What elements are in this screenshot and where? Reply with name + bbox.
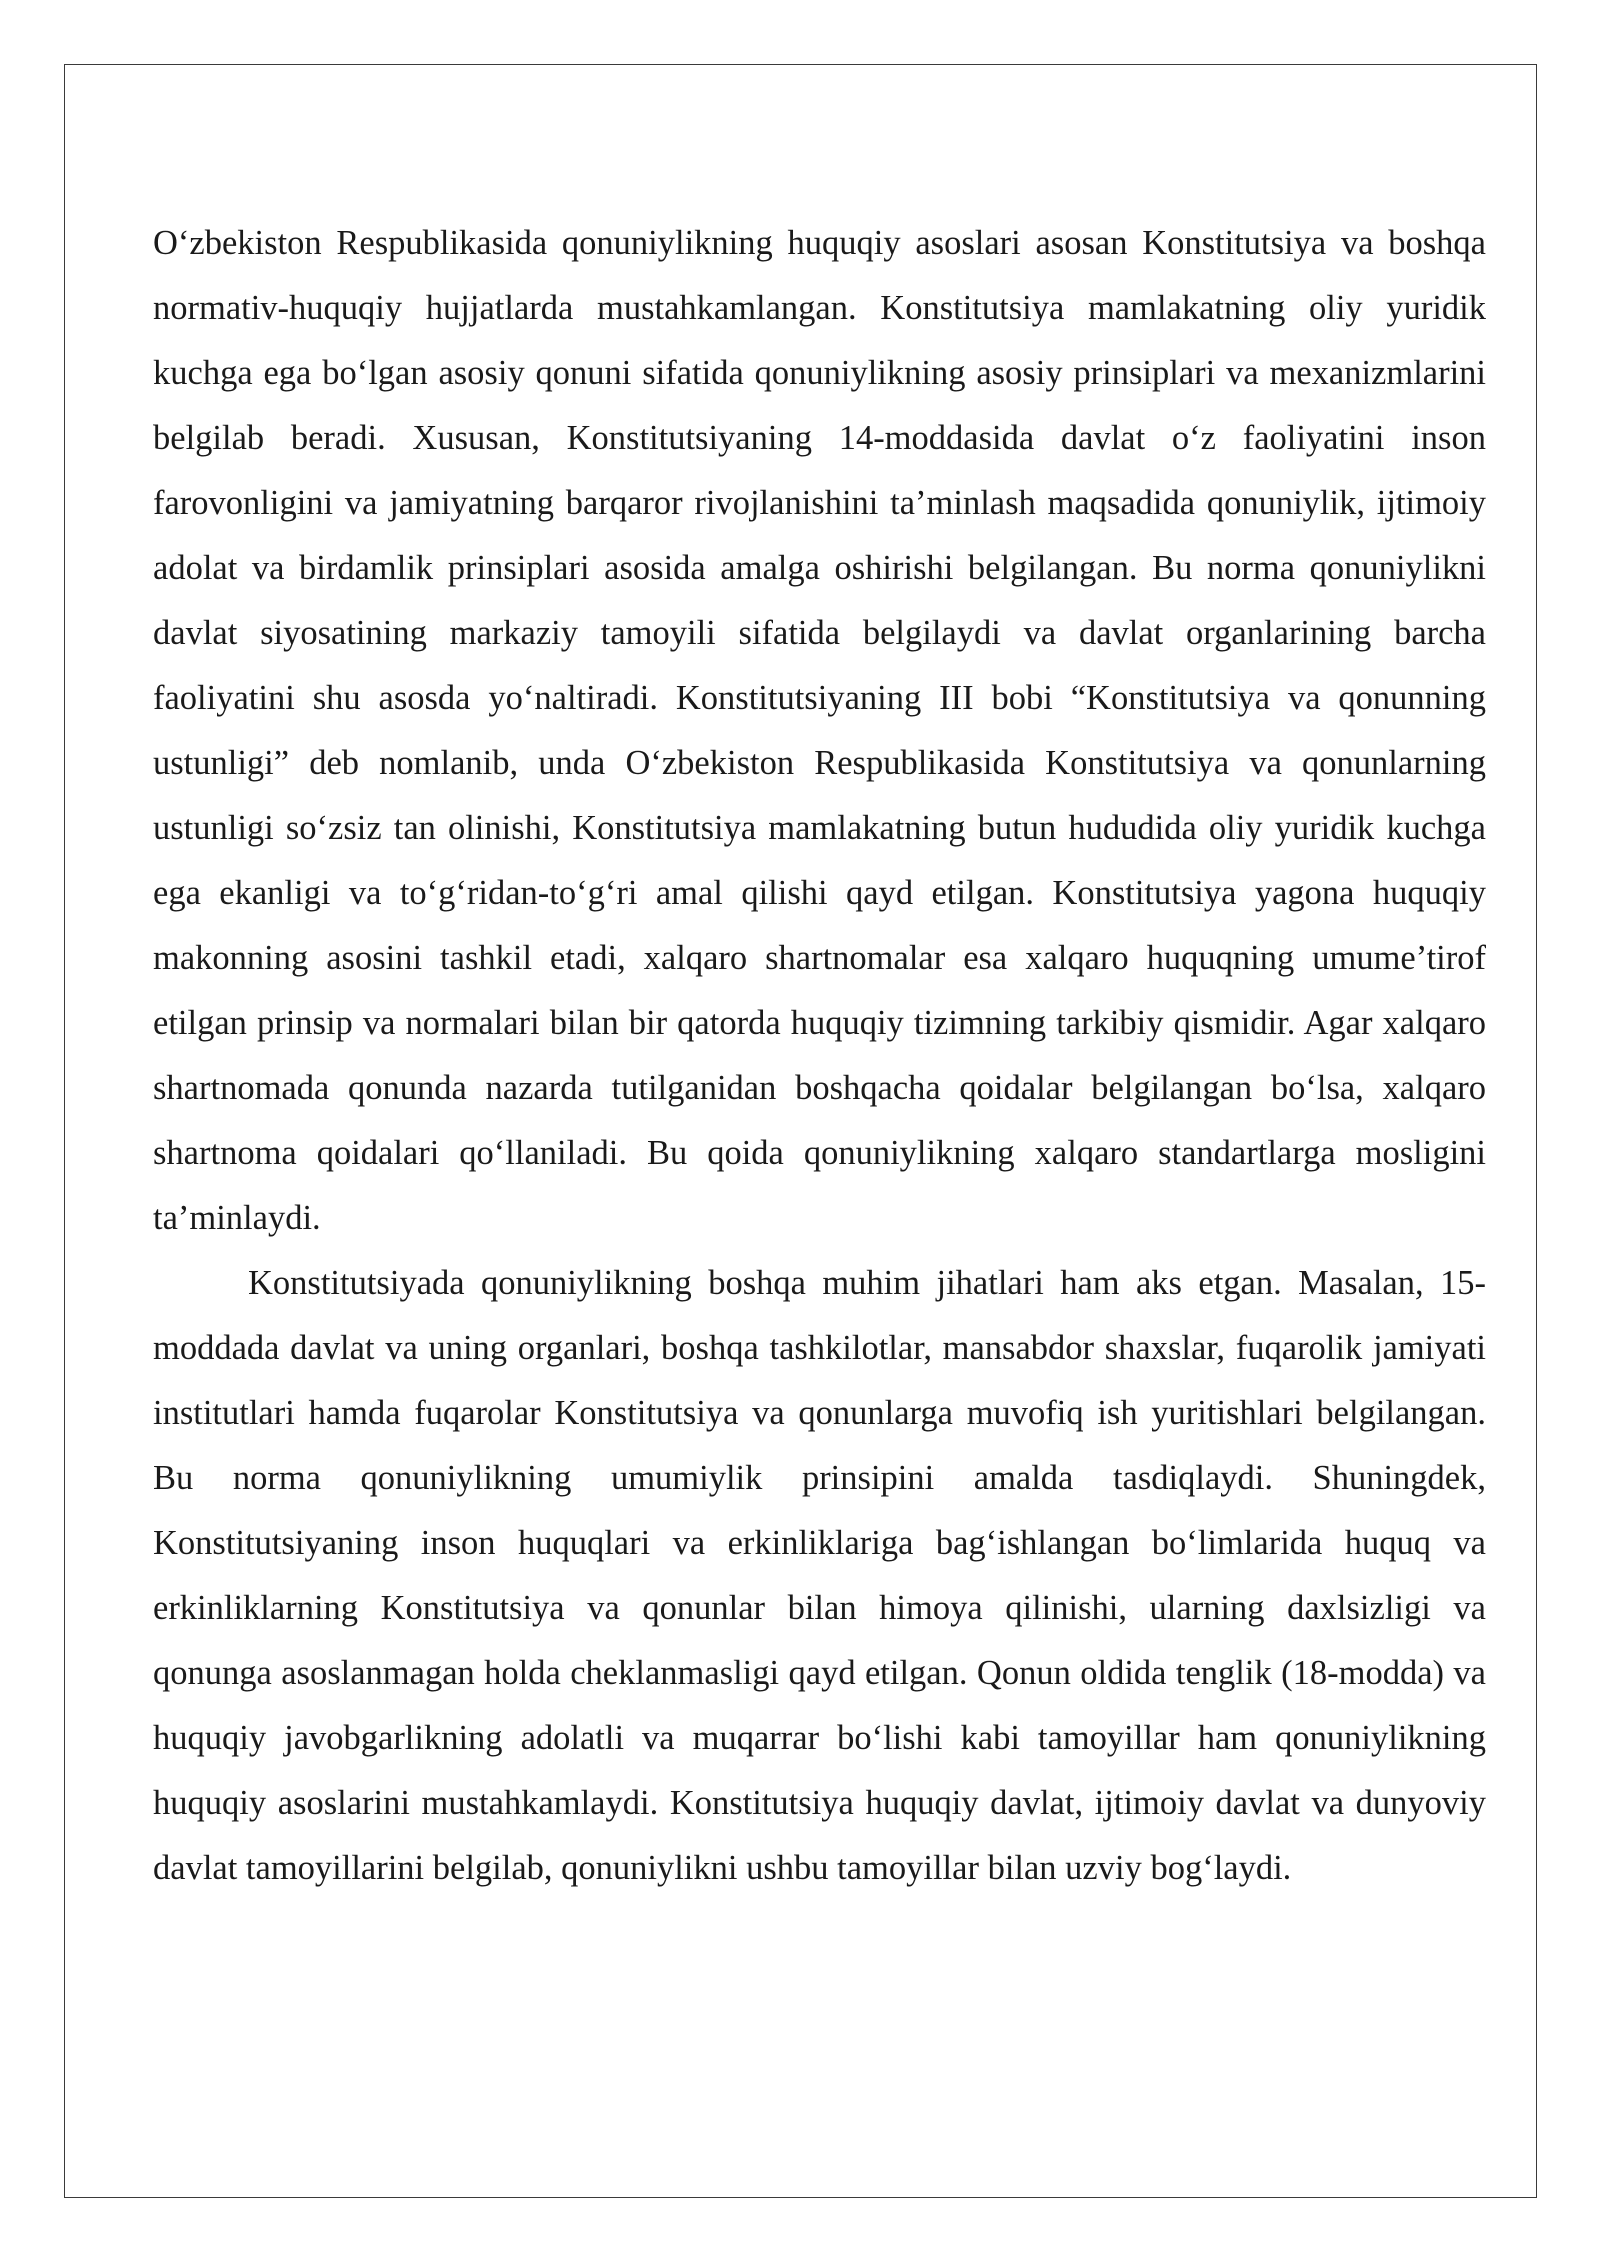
paragraph-2: Konstitutsiyada qonuniylikning boshqa muhim jihatlari ham aks etgan. Masalan, 15-moddada davlat va uning organlari, boshqa tashkilotlar, mansabdor shaxslar, fuqarolik jamiyati institutlari hamda fuqarolar Konstitutsiya va qonunlarga muvofiq ish yuritishlari belgilangan. Bu norma qonuniylikning umumiylik prinsipini amalda tasdiqlaydi. Shuningdek, Konstitutsiyaning inson huquqlari va erkinliklariga bag‘ishlangan bo‘limlarida huquq va erkinliklarning Konstitutsiya va qonunlar bilan himoya qilinishi, ularning daxlsizligi va qonunga asoslanmagan holda cheklanmasligi qayd etilgan. Qonun oldida tenglik (18-modda) va huquqiy javobgarlikning adolatli va muqarrar bo‘lishi kabi tamoyillar ham qonuniylikning huquqiy asoslarini mustahkamlaydi. Konstitutsiya huquqiy davlat, ijtimoiy davlat va dunyoviy davlat tamoyillarini belgilab, qonuniylikni ushbu tamoyillar bilan uzviy bog‘laydi. xyxy=(153,1264,1486,1887)
document-body xyxy=(153,211,1486,1901)
paragraph-1: O‘zbekiston Respublikasida qonuniylikning huquqiy asoslari asosan Konstitutsiya va boshqa normativ-huquqiy hujjatlarda mustahkamlangan. Konstitutsiya mamlakatning oliy yuridik kuchga ega bo‘lgan asosiy qonuni sifatida qonuniylikning asosiy prinsiplari va mexanizmlarini belgilab beradi. Xususan, Konstitutsiyaning 14-moddasida davlat o‘z faoliyatini inson farovonligini va jamiyatning barqaror rivojlanishini ta’minlash maqsadida qonuniylik, ijtimoiy adolat va birdamlik prinsiplari asosida amalga oshirishi belgilangan. Bu norma qonuniylikni davlat siyosatining markaziy tamoyili sifatida belgilaydi va davlat organlarining barcha faoliyatini shu asosda yo‘naltiradi. Konstitutsiyaning III bobi “Konstitutsiya va qonunning ustunligi” deb nomlanib, unda O‘zbekiston Respublikasida Konstitutsiya va qonunlarning ustunligi so‘zsiz tan olinishi, Konstitutsiya mamlakatning butun hududida oliy yuridik kuchga ega ekanligi va to‘g‘ridan-to‘g‘ri amal qilishi qayd etilgan. Konstitutsiya yagona huquqiy makonning asosini tashkil etadi, xalqaro shartnomalar esa xalqaro huquqning umume’tirof etilgan prinsip va normalari bilan bir qatorda huquqiy tizimning tarkibiy qismidir. Agar xalqaro shartnomada qonunda nazarda tutilganidan boshqacha qoidalar belgilangan bo‘lsa, xalqaro shartnoma qoidalari qo‘llaniladi. Bu qoida qonuniylikning xalqaro standartlarga mosligini ta’minlaydi. xyxy=(153,224,1486,1237)
